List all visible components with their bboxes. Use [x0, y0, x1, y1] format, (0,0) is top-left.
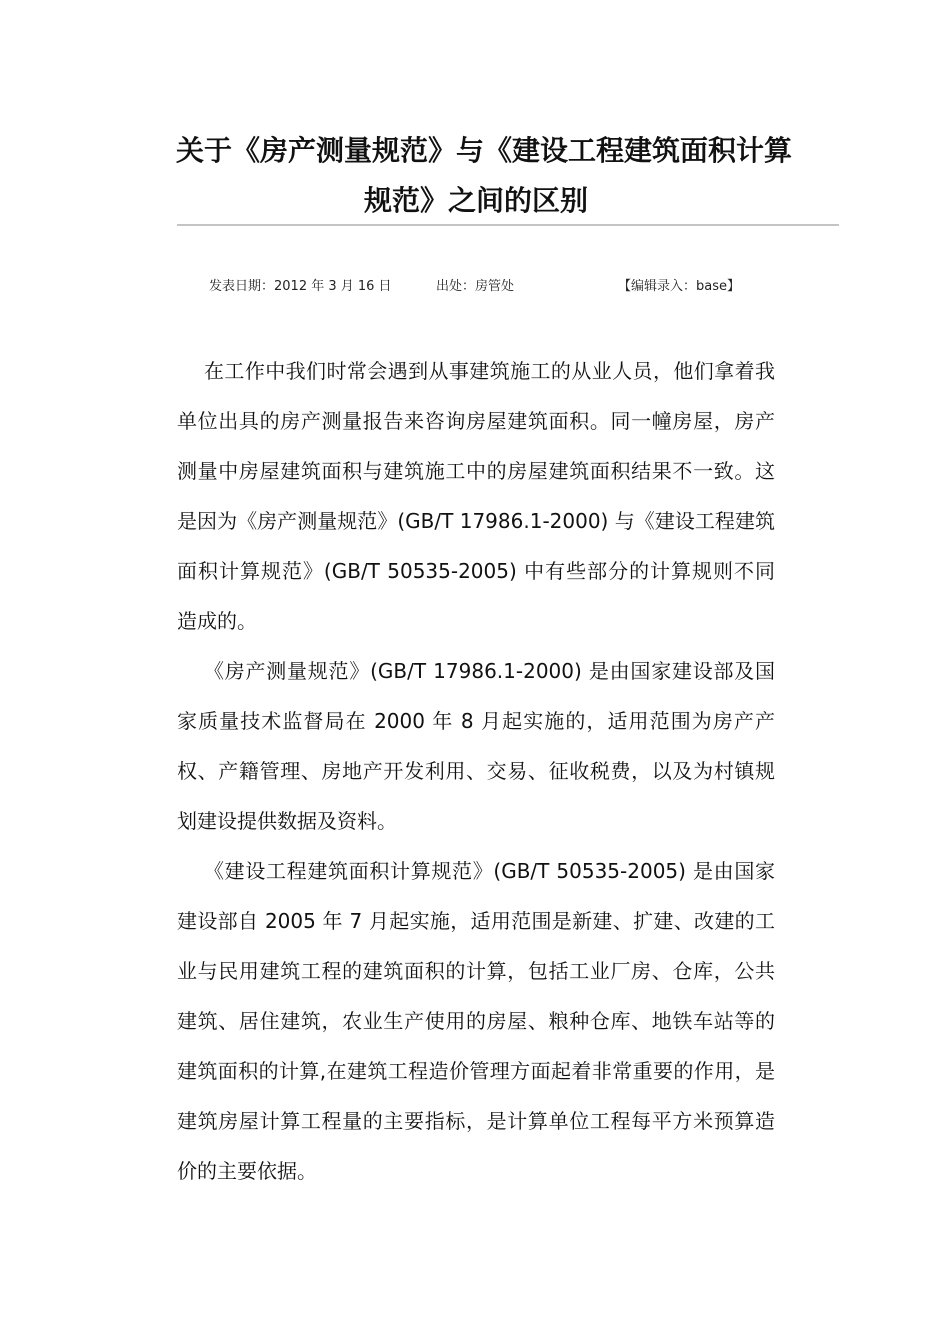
paragraph-2: 《房产测量规范》(GB/T 17986.1-2000) 是由国家建设部及国家质量技术监督局在 2000 年 8 月起实施的，适用范围为房产产权、产籍管理、房地产开发利用、交易、征收税费，以及为村镇规划建设提供数据及资料。	[177, 659, 775, 833]
paragraph-1: 在工作中我们时常会遇到从事建筑施工的从业人员，他们拿着我单位出具的房产测量报告来咨询房屋建筑面积。同一幢房屋，房产测量中房屋建筑面积与建筑施工中的房屋建筑面积结果不一致。这是因为《房产测量规范》(GB/T 17986.1-2000) 与《建设工程建筑面积计算规范》(GB/T 50535-2005) 中有些部分的计算规则不同造成的。	[177, 359, 775, 633]
editor-entry: 【编辑录入：base】	[618, 279, 740, 294]
article-body	[177, 346, 775, 1196]
publish-date: 发表日期：2012 年 3 月 16 日	[209, 279, 392, 294]
article-title-line-2: 规范》之间的区别	[363, 184, 588, 217]
article-source: 出处：房管处	[436, 279, 515, 294]
article-title-line-1: 关于《房产测量规范》与《建设工程建筑面积计算	[176, 134, 793, 167]
title-divider	[177, 224, 839, 226]
article-title	[176, 126, 793, 226]
paragraph-3: 《建设工程建筑面积计算规范》(GB/T 50535-2005) 是由国家建设部自 2005 年 7 月起实施，适用范围是新建、扩建、改建的工业与民用建筑工程的建筑面积的计算，包括工业厂房、仓库，公共建筑、居住建筑，农业生产使用的房屋、粮种仓库、地铁车站等的建筑面积的计算,在建筑工程造价管理方面起着非常重要的作用，是建筑房屋计算工程量的主要指标，是计算单位工程每平方米预算造价的主要依据。	[177, 859, 775, 1183]
